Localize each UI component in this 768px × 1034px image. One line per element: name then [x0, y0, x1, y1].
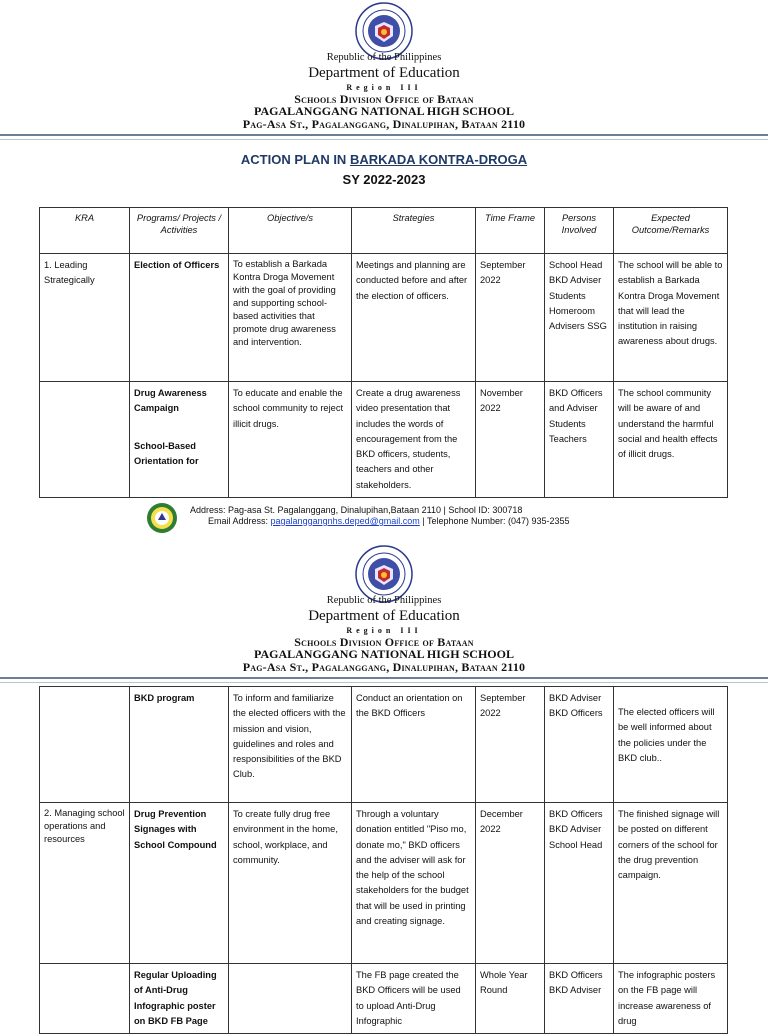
- school-name: PAGALANGGANG NATIONAL HIGH SCHOOL: [254, 647, 514, 661]
- school-address: Pag-Asa St., Pagalanggang, Dinalupihan, Bataan 2110: [242, 660, 526, 674]
- cell-time: September 2022: [476, 687, 545, 803]
- header-rule-thin: [0, 682, 768, 683]
- republic-label: Republic of the Philippines: [326, 595, 442, 606]
- division-label: Schools Division Office of Bataan: [294, 92, 474, 106]
- table-row: [40, 964, 728, 1034]
- cell-persons: BKD Officers and Adviser Students Teachers: [545, 382, 614, 498]
- cell-objective: To establish a Barkada Kontra Droga Movement with the goal of providing and supporting school-based activities that promote drug awareness and intervention.: [229, 254, 352, 382]
- cell-objective: To create fully drug free environment in the home, school, workplace, and community.: [229, 803, 352, 964]
- footer-email-link[interactable]: pagalanggangnhs.deped@gmail.com: [270, 516, 420, 526]
- cell-persons: School Head BKD Adviser Students Homeroom Advisers SSG: [545, 254, 614, 382]
- header-kra: KRA: [40, 208, 130, 254]
- footer-contact: [208, 516, 570, 527]
- cell-outcome: The school community will be aware of and understand the harmful social and health effects of illicit drugs.: [614, 382, 728, 498]
- header-rule: [0, 677, 768, 679]
- school-address: Pag-Asa St., Pagalanggang, Dinalupihan, Bataan 2110: [242, 117, 526, 131]
- header-persons: Persons Involved: [545, 208, 614, 254]
- header-rule: [0, 134, 768, 136]
- cell-strategies: Meetings and planning are conducted before and after the election of officers.: [352, 254, 476, 382]
- cell-objective: [229, 964, 352, 1034]
- header-rule-thin: [0, 139, 768, 140]
- table-row: [40, 382, 728, 498]
- cell-kra: [40, 382, 130, 498]
- cell-strategies: Conduct an orientation on the BKD Officers: [352, 687, 476, 803]
- division-label: Schools Division Office of Bataan: [294, 635, 474, 649]
- plan-title-link: BARKADA KONTRA-DROGA: [349, 152, 528, 167]
- cell-program: BKD program: [130, 687, 229, 803]
- school-year: SY 2022-2023: [342, 172, 426, 187]
- region-label: Region III: [346, 83, 422, 92]
- cell-program: [130, 382, 229, 498]
- cell-program: Drug Prevention Signages with School Compound: [130, 803, 229, 964]
- header-strategies: Strategies: [352, 208, 476, 254]
- action-plan-table-page-2: [39, 686, 728, 1034]
- table-row: [40, 687, 728, 803]
- footer-phone: | Telephone Number: (047) 935-2355: [419, 516, 570, 526]
- cell-strategies: Through a voluntary donation entitled "Piso mo, donate mo," BKD officers and the adviser will ask for the help of the school stakeholders for the budget that will be used in printing and creating signage.: [352, 803, 476, 964]
- program-name-secondary: School-Based Orientation for: [134, 440, 199, 466]
- header-time-frame: Time Frame: [476, 208, 545, 254]
- table-header-row: [40, 208, 728, 254]
- region-label: Region III: [346, 626, 422, 635]
- header-programs: Programs/ Projects / Activities: [130, 208, 229, 254]
- cell-outcome: The elected officers will be well informed about the policies under the BKD club..: [614, 687, 728, 803]
- footer-email-label: Email Address:: [208, 516, 271, 526]
- cell-persons: BKD Officers BKD Adviser: [545, 964, 614, 1034]
- plan-title-prefix: ACTION PLAN IN: [240, 152, 350, 167]
- cell-strategies: The FB page created the BKD Officers will be used to upload Anti-Drug Infographic: [352, 964, 476, 1034]
- cell-strategies: Create a drug awareness video presentation that includes the words of encouragement from the BKD officers, students, teachers and other stakeholders.: [352, 382, 476, 498]
- plan-title: [0, 152, 768, 167]
- cell-kra: 1. Leading Strategically: [40, 254, 130, 382]
- school-logo-icon: [146, 502, 178, 534]
- cell-kra: [40, 687, 130, 803]
- cell-objective: To educate and enable the school community to reject illicit drugs.: [229, 382, 352, 498]
- cell-outcome: The finished signage will be posted on different corners of the school for the drug prevention campaign.: [614, 803, 728, 964]
- cell-time: Whole Year Round: [476, 964, 545, 1034]
- cell-persons: BKD Officers BKD Adviser School Head: [545, 803, 614, 964]
- republic-label: Republic of the Philippines: [326, 52, 442, 63]
- cell-program: Regular Uploading of Anti-Drug Infographic poster on BKD FB Page: [130, 964, 229, 1034]
- cell-outcome: The infographic posters on the FB page will increase awareness of drug: [614, 964, 728, 1034]
- cell-kra: 2. Managing school operations and resources: [40, 803, 130, 964]
- header-outcome: Expected Outcome/Remarks: [614, 208, 728, 254]
- table-row: [40, 803, 728, 964]
- cell-kra: [40, 964, 130, 1034]
- cell-outcome: The school will be able to establish a Barkada Kontra Droga Movement that will lead the institution in raising awareness about drugs.: [614, 254, 728, 382]
- department-label: Department of Education: [308, 65, 460, 81]
- cell-time: September 2022: [476, 254, 545, 382]
- action-plan-table-page-1: [39, 207, 728, 498]
- department-label: Department of Education: [308, 608, 460, 624]
- table-row: [40, 254, 728, 382]
- cell-time: December 2022: [476, 803, 545, 964]
- cell-objective: To inform and familiarize the elected officers with the mission and vision, guidelines and roles and responsibilities of the BKD Club.: [229, 687, 352, 803]
- footer-address: Address: Pag-asa St. Pagalanggang, Dinalupihan,Bataan 2110 | School ID: 300718: [190, 505, 523, 515]
- program-name: Drug Awareness Campaign: [134, 388, 207, 414]
- cell-persons: BKD Adviser BKD Officers: [545, 687, 614, 803]
- school-name: PAGALANGGANG NATIONAL HIGH SCHOOL: [254, 104, 514, 118]
- cell-time: November 2022: [476, 382, 545, 498]
- header-objectives: Objective/s: [229, 208, 352, 254]
- cell-program: Election of Officers: [130, 254, 229, 382]
